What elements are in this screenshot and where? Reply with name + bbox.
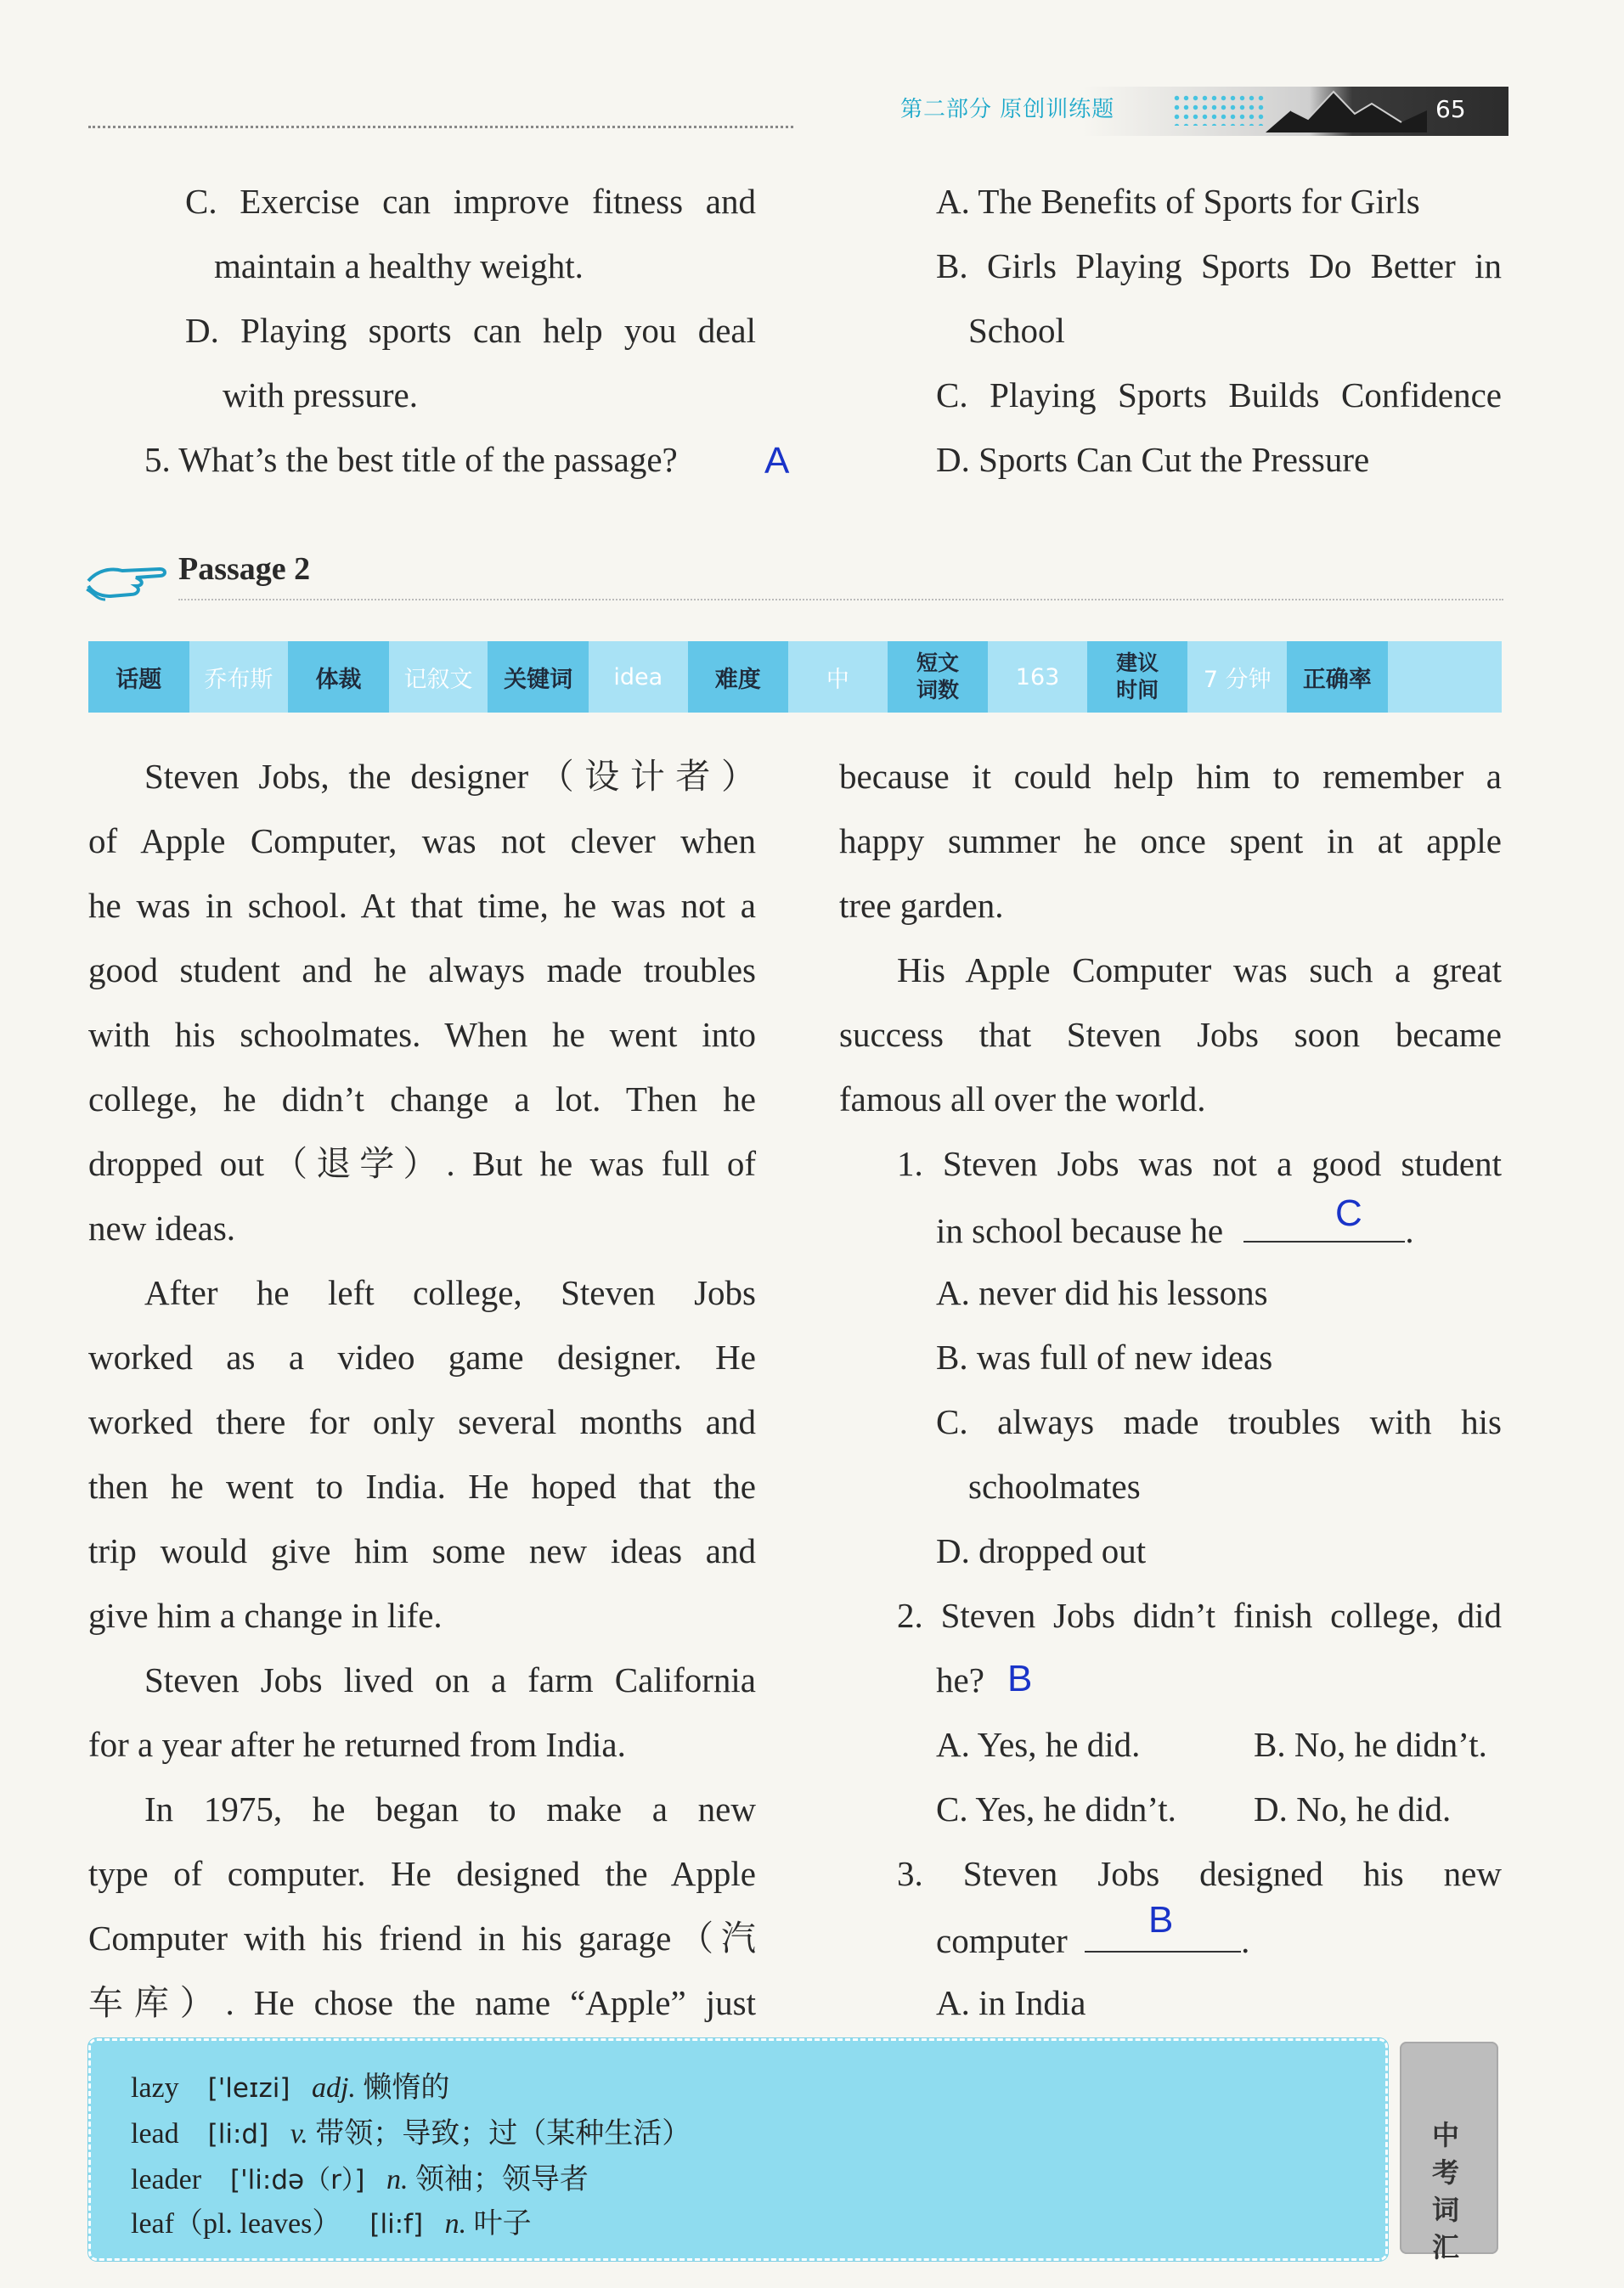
passage-line: he was in school. At that time, he was not a xyxy=(88,886,756,925)
passage-line: happy summer he once spent in at apple xyxy=(839,821,1502,860)
passage-line: with his schoolmates. When he went into xyxy=(88,1015,756,1054)
q3-option-a: A. in India xyxy=(936,1983,1086,2022)
vocab-phonetic: ['li:də（r）] xyxy=(230,2165,365,2195)
topic-label: 话题 xyxy=(88,641,189,713)
q5-option-d: D. Sports Can Cut the Pressure xyxy=(936,440,1370,479)
vocab-entry xyxy=(131,2072,449,2105)
question-1-stem-end: in school because he xyxy=(936,1211,1224,1250)
question-2-line2: he? xyxy=(936,1660,984,1699)
passage-line: because it could help him to remember a xyxy=(839,757,1502,796)
genre-label: 体裁 xyxy=(288,641,389,713)
wordcount-label xyxy=(888,641,989,713)
genre-value: 记叙文 xyxy=(389,641,488,713)
vocab-phonetic: [li:d] xyxy=(207,2119,269,2150)
passage-line: After he left college, Steven Jobs xyxy=(144,1273,756,1312)
accuracy-label: 正确率 xyxy=(1287,641,1388,713)
passage-line: famous all over the world. xyxy=(839,1079,1206,1119)
header-dotted-rule xyxy=(88,126,793,128)
passage-heading: Passage 2 xyxy=(178,551,311,587)
q1-option-c-line1: C. always made troubles with his xyxy=(936,1402,1502,1441)
q5-option-b-line2: School xyxy=(968,311,1065,350)
difficulty-label: 难度 xyxy=(688,641,789,713)
vocab-phonetic: ['leɪzi] xyxy=(207,2073,290,2104)
keyword-value: idea xyxy=(589,641,688,713)
wordcount-value: 163 xyxy=(988,641,1087,713)
vocab-entry xyxy=(131,2118,691,2150)
answer-3: B xyxy=(1148,1899,1174,1941)
passage-line: Steven Jobs, the designer（设计者） xyxy=(144,757,756,796)
vocab-word: leaf（pl. leaves） xyxy=(131,2208,341,2240)
passage-info-bar xyxy=(88,641,1502,713)
accuracy-value xyxy=(1388,641,1502,713)
vocab-pos: n. xyxy=(386,2164,409,2195)
vocab-entry xyxy=(131,2208,532,2240)
question-1-line2: in school because he . xyxy=(936,1209,1414,1250)
time-label xyxy=(1087,641,1188,713)
passage-line: of Apple Computer, was not clever when xyxy=(88,821,756,860)
q2-option-c: C. Yes, he didn’t. xyxy=(936,1789,1176,1829)
q5-option-c: C. Playing Sports Builds Confidence xyxy=(936,375,1502,414)
vocab-phonetic: [li:f] xyxy=(369,2209,424,2240)
prev-option-c-line1: C. Exercise can improve fitness and xyxy=(185,182,756,221)
passage-line: success that Steven Jobs soon became xyxy=(839,1015,1502,1054)
question-3-line2: computer . xyxy=(936,1919,1249,1960)
passage-line: In 1975, he began to make a new xyxy=(144,1789,756,1829)
passage-line: for a year after he returned from India. xyxy=(88,1725,626,1764)
vocab-meaning: 带领；导致；过（某种生活） xyxy=(315,2118,691,2150)
passage-line: then he went to India. He hoped that the xyxy=(88,1467,756,1506)
passage-line: type of computer. He designed the Apple xyxy=(88,1854,756,1893)
q5-option-a: A. The Benefits of Sports for Girls xyxy=(936,182,1420,221)
time-label-line2: 时间 xyxy=(1116,678,1159,702)
vocabulary-tab-label: 中考词汇 xyxy=(1431,2119,1466,2263)
passage-line: 车库）. He chose the name “Apple” just xyxy=(88,1983,756,2022)
passage-line: Steven Jobs lived on a farm California xyxy=(144,1660,756,1699)
page-number: 65 xyxy=(1435,95,1466,123)
vocab-pos: n. xyxy=(444,2208,467,2240)
passage-line: worked as a video game designer. He xyxy=(88,1338,756,1377)
q5-option-b-line1: B. Girls Playing Sports Do Better in xyxy=(936,246,1502,285)
vocab-meaning: 叶子 xyxy=(473,2208,532,2240)
mountain-icon xyxy=(1266,85,1427,132)
passage-line: tree garden. xyxy=(839,886,1004,925)
answer-blank-1 xyxy=(1243,1209,1405,1243)
question-3-line1: 3. Steven Jobs designed his new xyxy=(897,1854,1502,1893)
question-2-line1: 2. Steven Jobs didn’t finish college, did xyxy=(897,1596,1502,1635)
passage-line: Computer with his friend in his garage（汽 xyxy=(88,1919,756,1958)
keyword-label: 关键词 xyxy=(488,641,589,713)
section-label: 第二部分 原创训练题 xyxy=(900,97,1115,122)
question-1-line1: 1. Steven Jobs was not a good student xyxy=(897,1144,1502,1183)
prev-option-d-line1: D. Playing sports can help you deal xyxy=(185,311,756,350)
passage-line: give him a change in life. xyxy=(88,1596,443,1635)
q2-option-a: A. Yes, he did. xyxy=(936,1725,1141,1764)
difficulty-value: 中 xyxy=(788,641,888,713)
answer-5: A xyxy=(764,440,790,482)
question-5: 5. What’s the best title of the passage? xyxy=(144,440,678,479)
heading-dotted-rule xyxy=(178,599,1503,600)
q1-option-b: B. was full of new ideas xyxy=(936,1338,1273,1377)
vocab-word: lazy xyxy=(131,2072,179,2104)
pointing-hand-icon xyxy=(85,552,170,601)
prev-option-c-line2: maintain a healthy weight. xyxy=(214,246,584,285)
q2-option-b: B. No, he didn’t. xyxy=(1254,1725,1487,1764)
vocab-pos: adj. xyxy=(311,2072,356,2104)
passage-line: His Apple Computer was such a great xyxy=(897,950,1502,989)
vocab-word: leader xyxy=(131,2164,202,2195)
passage-line: good student and he always made troubles xyxy=(88,950,756,989)
answer-1: C xyxy=(1335,1192,1362,1234)
question-3-stem-end: computer xyxy=(936,1921,1068,1960)
prev-option-d-line2: with pressure. xyxy=(223,375,419,414)
topic-value: 乔布斯 xyxy=(189,641,289,713)
time-label-line1: 建议 xyxy=(1116,651,1159,675)
q1-option-a: A. never did his lessons xyxy=(936,1273,1268,1312)
passage-line: dropped out（退学）. But he was full of xyxy=(88,1144,756,1183)
vocab-entry xyxy=(131,2164,589,2196)
vocab-word: lead xyxy=(131,2118,179,2150)
wordcount-label-line2: 词数 xyxy=(916,678,959,702)
q1-option-c-line2: schoolmates xyxy=(968,1467,1141,1506)
answer-2: B xyxy=(1007,1658,1033,1699)
wordcount-label-line1: 短文 xyxy=(916,651,959,675)
q1-option-d: D. dropped out xyxy=(936,1531,1147,1570)
time-value: 7 分钟 xyxy=(1187,641,1287,713)
passage-line: new ideas. xyxy=(88,1209,236,1248)
q2-option-d: D. No, he did. xyxy=(1254,1789,1452,1829)
dot-pattern-decoration xyxy=(1172,93,1266,126)
vocab-meaning: 懒惰的 xyxy=(363,2072,450,2104)
passage-line: college, he didn’t change a lot. Then he xyxy=(88,1079,756,1119)
vocab-meaning: 领袖；领导者 xyxy=(414,2164,589,2195)
passage-line: trip would give him some new ideas and xyxy=(88,1531,756,1570)
passage-line: worked there for only several months and xyxy=(88,1402,756,1441)
vocab-pos: v. xyxy=(290,2118,308,2150)
